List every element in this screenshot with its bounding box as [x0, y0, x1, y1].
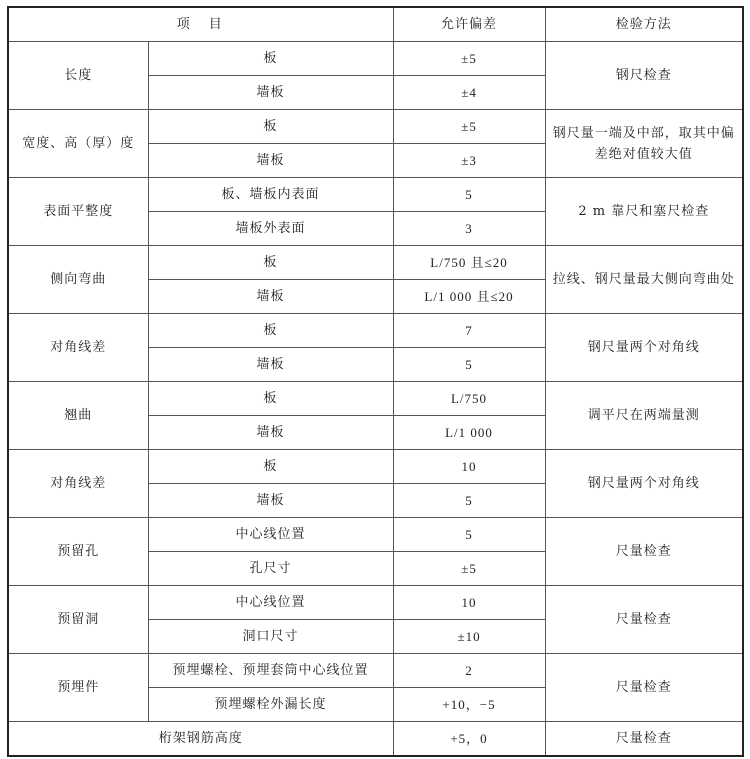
tolerance-value: 10 [393, 586, 545, 620]
inspection-method: 钢尺量两个对角线 [545, 450, 743, 518]
tolerance-value: ±5 [393, 42, 545, 76]
sub-item: 板 [148, 246, 393, 280]
item-name: 对角线差 [8, 314, 148, 382]
inspection-method: 尺量检查 [545, 722, 743, 757]
sub-item: 板、墙板内表面 [148, 178, 393, 212]
sub-item: 板 [148, 110, 393, 144]
item-name: 预留洞 [8, 586, 148, 654]
inspection-method: 2 m 靠尺和塞尺检查 [545, 178, 743, 246]
sub-item: 墙板 [148, 416, 393, 450]
sub-item: 洞口尺寸 [148, 620, 393, 654]
sub-item: 板 [148, 450, 393, 484]
inspection-method: 钢尺量两个对角线 [545, 314, 743, 382]
inspection-method: 拉线、钢尺量最大侧向弯曲处 [545, 246, 743, 314]
tolerance-value: L/1 000 [393, 416, 545, 450]
table-row [8, 518, 743, 552]
item-name: 预埋件 [8, 654, 148, 722]
table-row [8, 246, 743, 280]
table-row [8, 722, 743, 757]
tolerance-value: 7 [393, 314, 545, 348]
header-tolerance: 允许偏差 [393, 7, 545, 42]
tolerance-value: ±5 [393, 110, 545, 144]
tolerance-value: ±5 [393, 552, 545, 586]
sub-item: 孔尺寸 [148, 552, 393, 586]
sub-item: 墙板 [148, 484, 393, 518]
inspection-method: 尺量检查 [545, 518, 743, 586]
inspection-method: 钢尺检查 [545, 42, 743, 110]
header-row [8, 7, 743, 42]
sub-item: 板 [148, 42, 393, 76]
table-row [8, 382, 743, 416]
inspection-method: 钢尺量一端及中部，取其中偏差绝对值较大值 [545, 110, 743, 178]
sub-item: 墙板 [148, 144, 393, 178]
sub-item: 中心线位置 [148, 586, 393, 620]
sub-item: 墙板 [148, 280, 393, 314]
item-name: 宽度、高（厚）度 [8, 110, 148, 178]
tolerance-value: +10，−5 [393, 688, 545, 722]
item-name: 翘曲 [8, 382, 148, 450]
tolerance-value: +5，0 [393, 722, 545, 757]
sub-item: 墙板 [148, 76, 393, 110]
tolerance-value: L/750 且≤20 [393, 246, 545, 280]
tolerance-value: 5 [393, 348, 545, 382]
table-row [8, 586, 743, 620]
table-row [8, 178, 743, 212]
sub-item: 板 [148, 382, 393, 416]
tolerance-value: 5 [393, 484, 545, 518]
inspection-table [7, 6, 744, 757]
tolerance-value: 5 [393, 178, 545, 212]
item-name: 长度 [8, 42, 148, 110]
tolerance-value: 2 [393, 654, 545, 688]
table-body [8, 42, 743, 757]
sub-item: 预埋螺栓、预埋套筒中心线位置 [148, 654, 393, 688]
tolerance-value: ±3 [393, 144, 545, 178]
table-row [8, 42, 743, 76]
inspection-method: 尺量检查 [545, 654, 743, 722]
tolerance-value: ±10 [393, 620, 545, 654]
sub-item: 预埋螺栓外漏长度 [148, 688, 393, 722]
tolerance-value: ±4 [393, 76, 545, 110]
tolerance-value: 3 [393, 212, 545, 246]
table-row [8, 654, 743, 688]
inspection-method: 调平尺在两端量测 [545, 382, 743, 450]
tolerance-value: 10 [393, 450, 545, 484]
header-item: 项 目 [8, 7, 393, 42]
table-row [8, 450, 743, 484]
item-name: 对角线差 [8, 450, 148, 518]
tolerance-value: 5 [393, 518, 545, 552]
sub-item: 墙板 [148, 348, 393, 382]
tolerance-value: L/1 000 且≤20 [393, 280, 545, 314]
sub-item: 中心线位置 [148, 518, 393, 552]
item-name: 侧向弯曲 [8, 246, 148, 314]
tolerance-value: L/750 [393, 382, 545, 416]
item-name: 预留孔 [8, 518, 148, 586]
table-row [8, 314, 743, 348]
item-name: 桁架钢筋高度 [8, 722, 393, 757]
sub-item: 墙板外表面 [148, 212, 393, 246]
inspection-method: 尺量检查 [545, 586, 743, 654]
sub-item: 板 [148, 314, 393, 348]
header-method: 检验方法 [545, 7, 743, 42]
table-row [8, 110, 743, 144]
item-name: 表面平整度 [8, 178, 148, 246]
